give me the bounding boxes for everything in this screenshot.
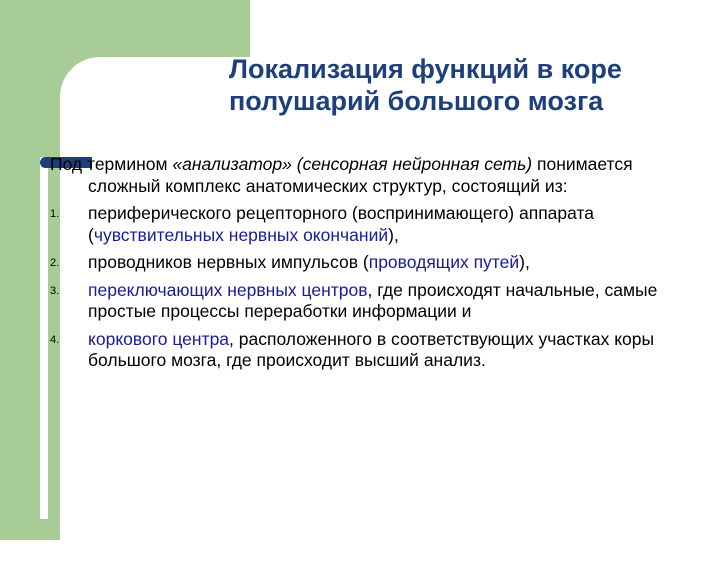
item-text-end: ), <box>388 224 399 245</box>
item-number: 1. <box>50 208 60 220</box>
intro-term: «анализатор» (сенсорная нейронная сеть) <box>172 154 533 174</box>
list-item <box>50 252 670 274</box>
intro-prefix: Под термином <box>50 154 173 174</box>
item-highlight: чувствительных нервных окончаний <box>93 224 389 245</box>
left-strip <box>40 157 48 519</box>
intro-paragraph <box>50 154 670 197</box>
slide-body <box>50 154 670 372</box>
item-number: 2. <box>50 257 60 269</box>
item-number: 3. <box>50 284 60 297</box>
slide-title: Локализация функций в коре полушарий большого мозга <box>229 54 622 116</box>
structure-list <box>50 203 670 372</box>
item-number: 4. <box>50 333 60 346</box>
item-highlight: коркового центра <box>88 328 230 349</box>
list-item <box>50 280 670 323</box>
item-text-end: , расположенного в соответствующих участках коры большого мозга, где происходит высший анализ. <box>88 328 655 370</box>
list-item <box>50 203 670 246</box>
item-text: периферического рецепторного (воспринимающего) аппарата ( <box>88 203 595 245</box>
item-highlight: проводящих путей <box>368 252 520 272</box>
list-item <box>50 329 670 372</box>
item-highlight: переключающих нервных центров <box>88 279 368 300</box>
item-text-end: , где происходят начальные, самые простые процессы переработки информации и <box>88 279 658 321</box>
intro-suffix: понимается сложный комплекс анатомических структур, состоящий из: <box>88 154 633 196</box>
item-text: проводников нервных импульсов ( <box>88 252 369 272</box>
item-text-end: ), <box>519 252 530 272</box>
